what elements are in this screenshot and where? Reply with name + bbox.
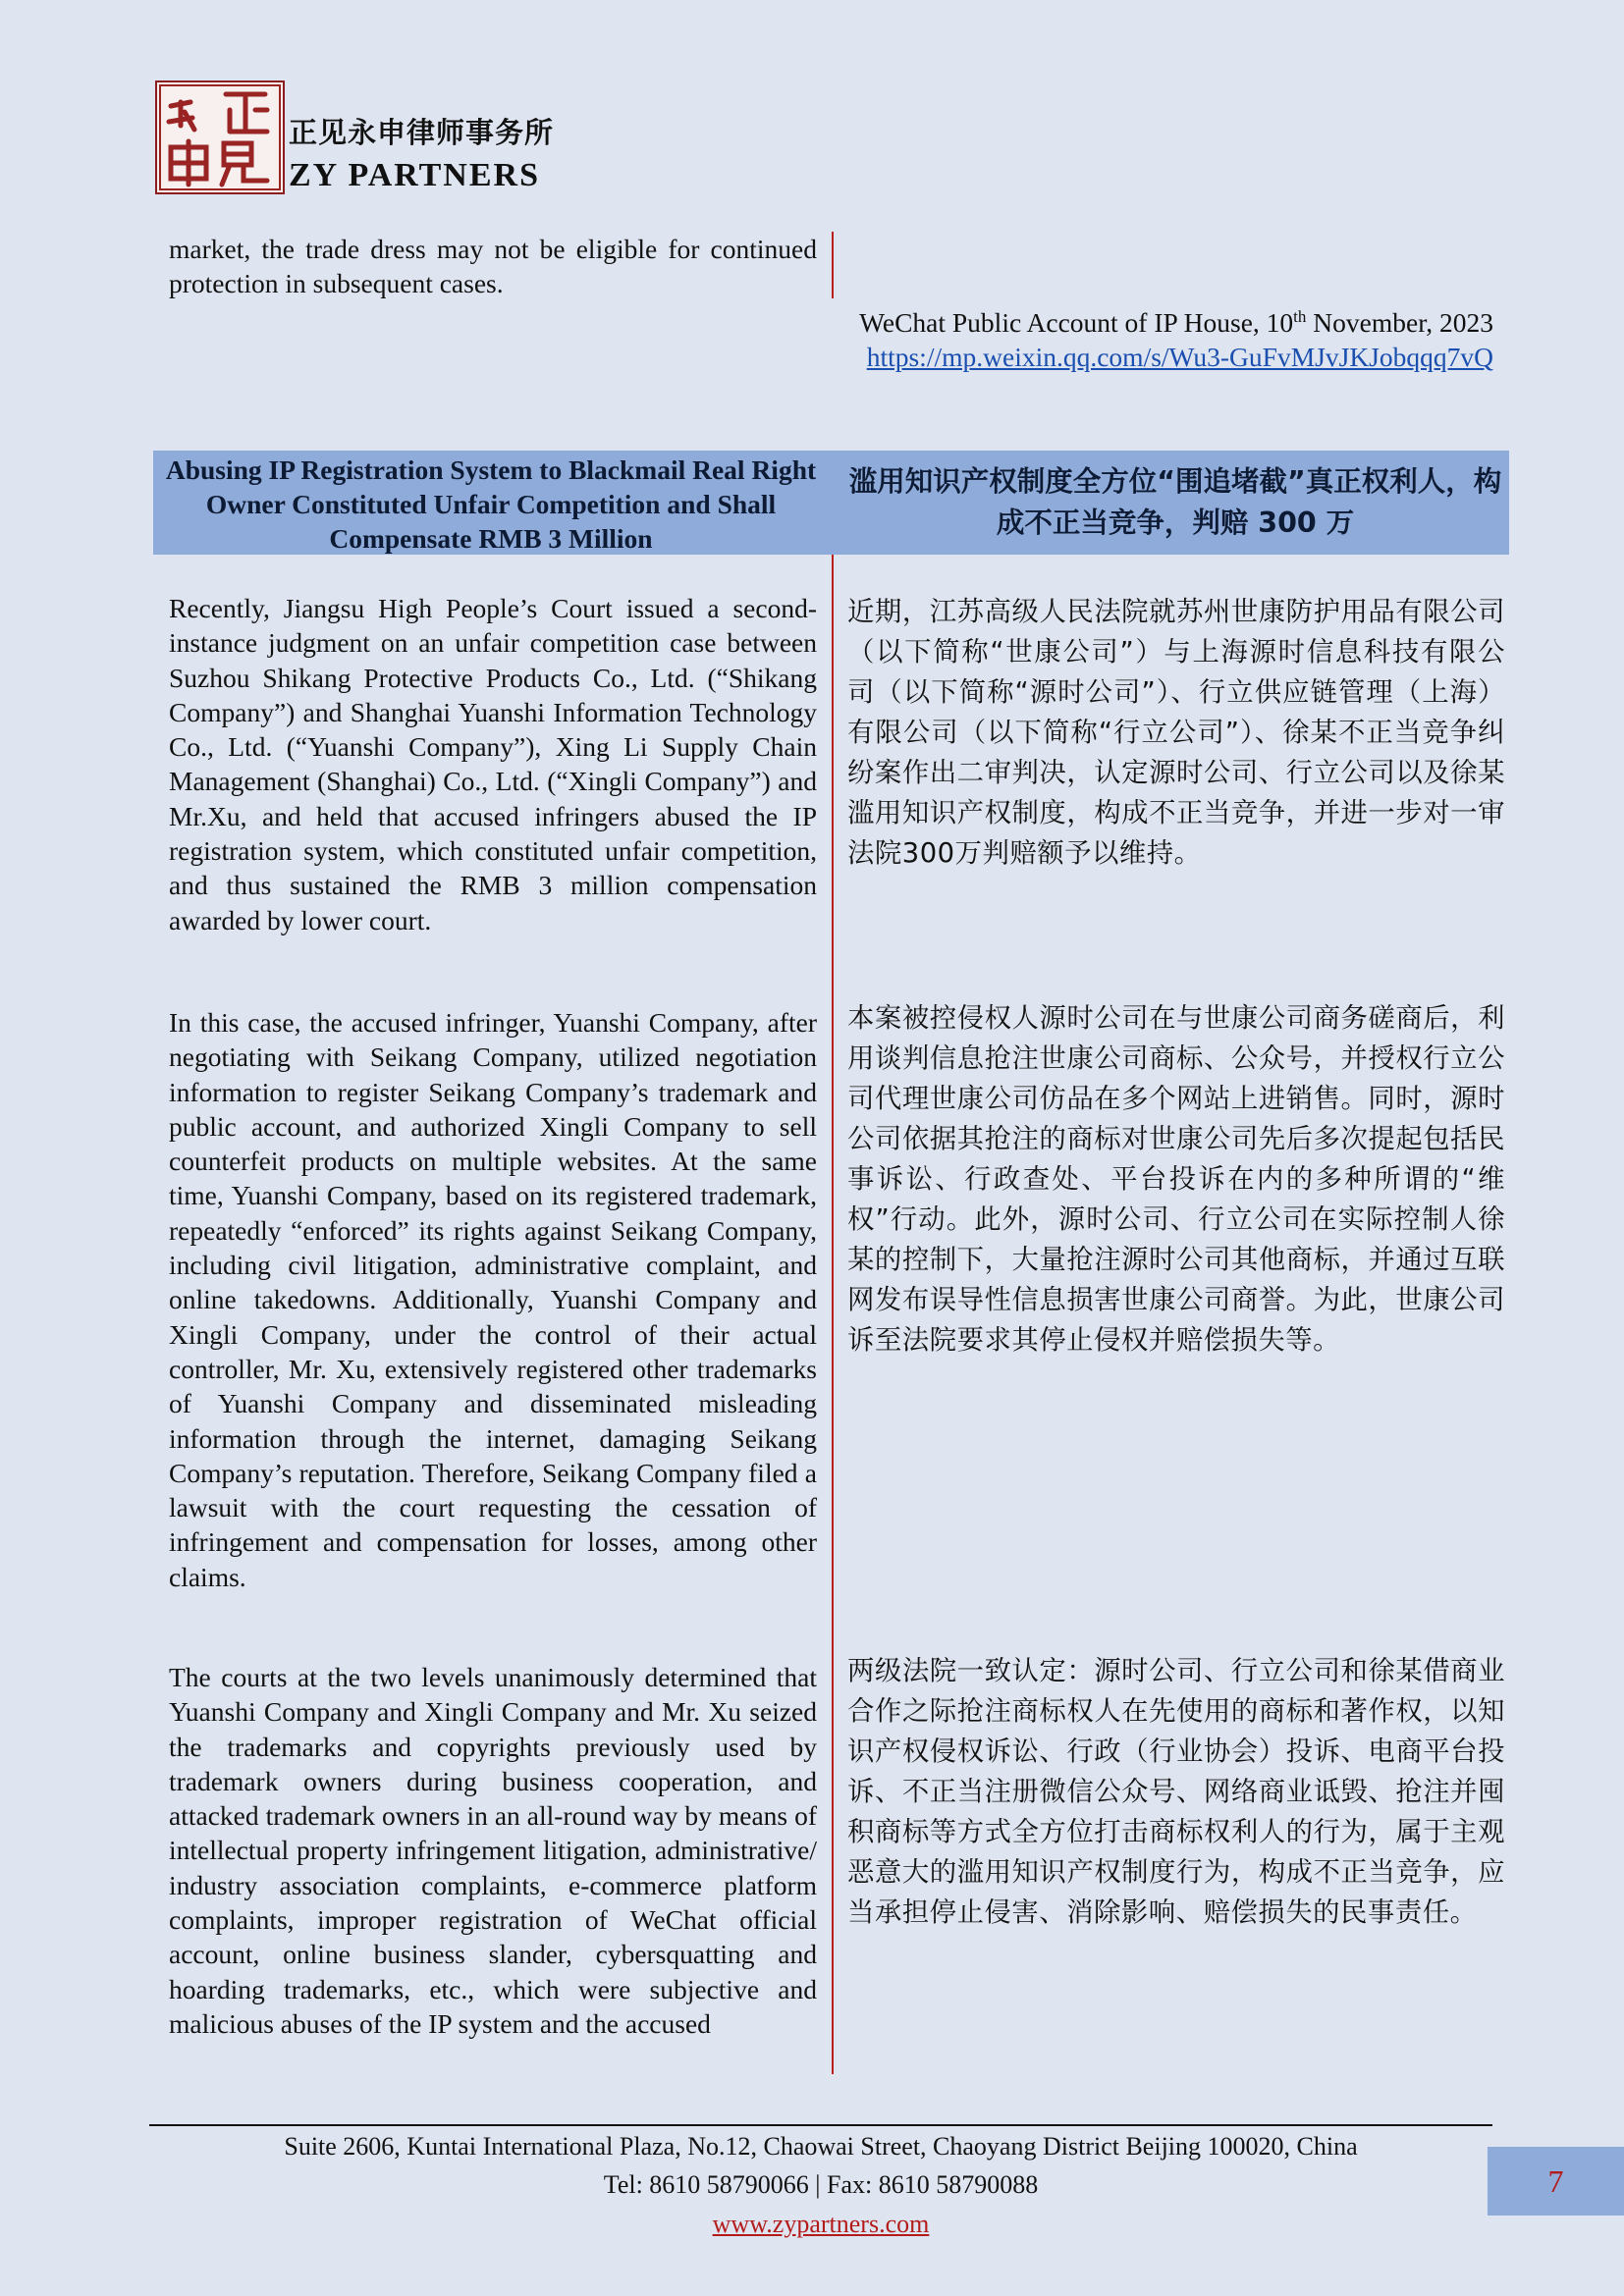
paragraph-2-cn-text: 本案被控侵权人源时公司在与世康公司商务磋商后，利用谈判信息抢注世康公司商标、公众号，并授权行立公司代理世康公司仿品在多个网站上进销售。同时，源时公司依据其抢注的商标对世康公司先后多次提起包括民事诉讼、行政查处、平台投诉在内的多种所谓的“维权”行动。此外，源时公司、行立公司在实际控制人徐某的控制下，大量抢注源时公司其他商标，并通过互联网发布误导性信息损害世康公司商誉。为此，世康公司诉至法院要求其停止侵权并赔偿损失等。	[847, 1003, 1505, 1356]
previous-article-tail	[169, 232, 817, 301]
article-title-cn: 滥用知识产权制度全方位“围追堵截”真正权利人，构成不正当竞争，判赔 300 万	[848, 465, 1502, 539]
paragraph-2-cn	[847, 998, 1505, 1361]
paragraph-2-en	[169, 1005, 817, 1594]
previous-article-text: market, the trade dress may not be eligible for continued protection in subsequent cases.	[169, 234, 817, 299]
footer-website-row	[149, 2210, 1492, 2239]
paragraph-3-en	[169, 1660, 817, 2041]
article-title-en: Abusing IP Registration System to Blackmail Real Right Owner Constituted Unfair Competition and Shall Compensate RMB 3 Million	[165, 454, 817, 554]
paragraph-1-cn	[847, 592, 1505, 874]
firm-name-cn: 正见永申律师事务所	[289, 116, 555, 149]
paragraph-1-cn-text: 近期，江苏高级人民法院就苏州世康防护用品有限公司（以下简称“世康公司”）与上海源时信息科技有限公司（以下简称“源时公司”）、行立供应链管理（上海）有限公司（以下简称“行立公司”）、徐某不正当竞争纠纷案作出二审判决，认定源时公司、行立公司以及徐某滥用知识产权制度，构成不正当竞争，并进一步对一审法院300万判赔额予以维持。	[847, 597, 1505, 869]
footer-rule	[149, 2124, 1492, 2126]
paragraph-1-en	[169, 591, 817, 937]
seal-logo-icon	[157, 82, 283, 192]
column-divider	[832, 555, 834, 2074]
page-number: 7	[1488, 2147, 1624, 2216]
column-divider-top	[832, 232, 834, 298]
paragraph-1-en-text: Recently, Jiangsu High People’s Court issued a second-instance judgment on an unfair competition case between Suzhou Shikang Protective Products Co., Ltd. (“Shikang Company”) and Shanghai Yuanshi Information Technology Co., Ltd. (“Yuanshi Company”), Xing Li Supply Chain Management (Shanghai) Co., Ltd. (“Xingli Company”) and Mr.Xu, and held that accused infringers abused the IP registration system, which constituted unfair competition, and thus sustained the RMB 3 million compensation awarded by lower court.	[169, 593, 817, 935]
paragraph-3-cn-text: 两级法院一致认定：源时公司、行立公司和徐某借商业合作之际抢注商标权人在先使用的商标和著作权，以知识产权侵权诉讼、行政（行业协会）投诉、电商平台投诉、不正当注册微信公众号、网络商业诋毁、抢注并囤积商标等方式全方位打击商标权利人的行为，属于主观恶意大的滥用知识产权制度行为，构成不正当竞争，应当承担停止侵害、消除影响、赔偿损失的民事责任。	[847, 1656, 1505, 1928]
source-suffix: November, 2023	[1306, 307, 1493, 339]
firm-name-en: ZY PARTNERS	[289, 157, 540, 193]
source-prefix: WeChat Public Account of IP House, 10	[859, 307, 1294, 339]
paragraph-3-en-text: The courts at the two levels unanimously determined that Yuanshi Company and Xingli Company and Mr. Xu seized the trademarks and copyrights previously used by trademark owners during business cooperation, and attacked trademark owners in an all-round way by means of intellectual property infringement litigation, administrative/ industry association complaints, e-commerce platform complaints, improper registration of WeChat official account, online business slander, cybersquatting and hoarding trademarks, etc., which were subjective and malicious abuses of the IP system and the accused	[169, 1662, 817, 2039]
source-link[interactable]: https://mp.weixin.qq.com/s/Wu3-GuFvMJvJKJobqqq7vQ	[866, 342, 1493, 373]
paragraph-2-en-text: In this case, the accused infringer, Yuanshi Company, after negotiating with Seikang Company, utilized negotiation information to register Seikang Company’s trademark and public account, and authorized Xingli Company to sell counterfeit products on multiple websites. At the same time, Yuanshi Company, based on its registered trademark, repeatedly “enforced” its rights against Seikang Company, including civil litigation, administrative complaint, and online takedowns. Additionally, Yuanshi Company and Xingli Company, under the control of their actual controller, Mr. Xu, extensively registered other trademarks of Yuanshi Company and disseminated misleading information through the internet, damaging Seikang Company’s reputation. Therefore, Seikang Company filed a lawsuit with the court requesting the cessation of infringement and compensation for losses, among other claims.	[169, 1007, 817, 1592]
source-sup: th	[1293, 307, 1307, 326]
footer-address: Suite 2606, Kuntai International Plaza, No.12, Chaowai Street, Chaoyang District Beijing 100020, China	[284, 2132, 1358, 2161]
footer-website-link[interactable]: www.zypartners.com	[712, 2210, 930, 2238]
paragraph-3-cn	[847, 1651, 1505, 1933]
source-citation	[859, 299, 1493, 374]
footer-contact: Tel: 8610 58790066 | Fax: 8610 58790088	[603, 2170, 1039, 2199]
firm-logo	[155, 80, 285, 194]
